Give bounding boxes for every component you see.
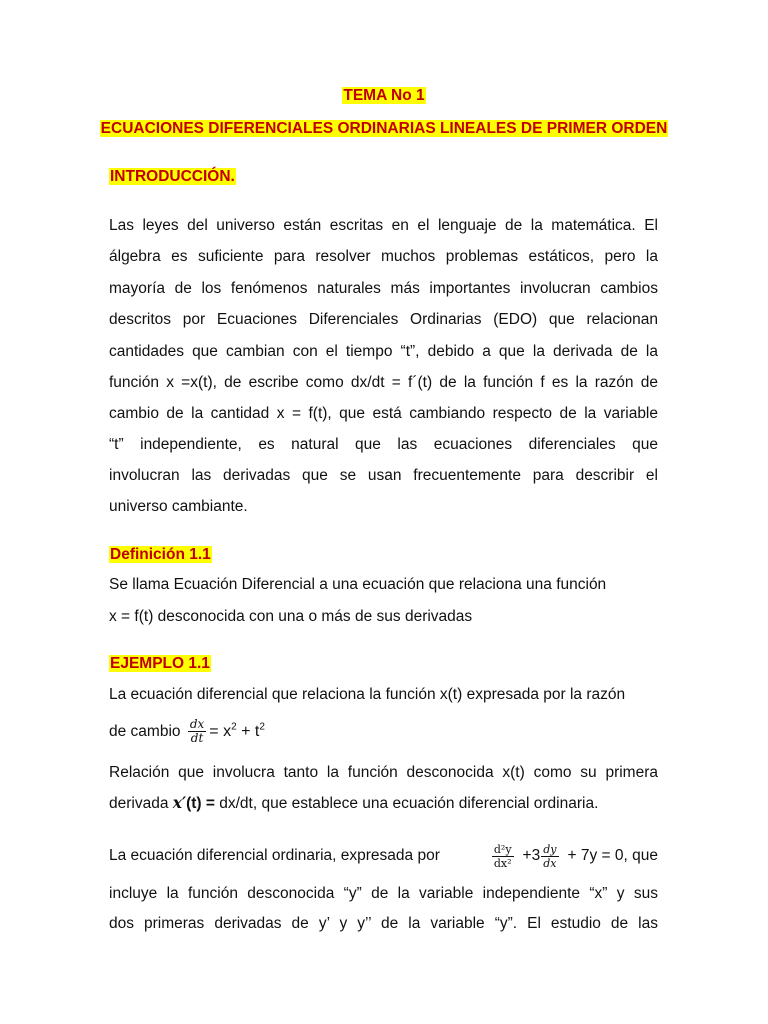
equation-rhs xyxy=(209,723,265,740)
intro-line: involucran las derivadas que se usan frecuentemente para describir el xyxy=(109,467,658,484)
ode-prefix: La ecuación diferencial ordinaria, expresada por xyxy=(109,847,440,864)
document-title-text: ECUACIONES DIFERENCIALES ORDINARIAS LINEALES DE PRIMER ORDEN xyxy=(100,120,668,137)
second-derivative-fraction xyxy=(492,843,514,870)
first-derivative-term xyxy=(523,838,562,874)
dx-dt-fraction xyxy=(188,718,206,745)
intro-line: función x =x(t), de escribe como dx/dt = f´(t) de la función f es la razón de xyxy=(109,374,658,391)
definition-heading-text: Definición 1.1 xyxy=(110,546,211,563)
intro-line: mayoría de los fenómenos naturales más importantes involucran cambios xyxy=(109,280,658,297)
intro-line: cambio de la cantidad x = f(t), que está cambiando respecto de la variable xyxy=(109,405,658,422)
derivative-rest: dx/dt, que establece una ecuación diferencial ordinaria. xyxy=(214,795,599,812)
example-heading-text: EJEMPLO 1.1 xyxy=(110,655,210,672)
exponent: 2 xyxy=(259,721,265,733)
topic-number xyxy=(0,87,768,105)
intro-line: descritos por Ecuaciones Diferenciales Ordinarias (EDO) que relacionan xyxy=(109,311,658,328)
example-line: La ecuación diferencial que relaciona la función x(t) expresada por la razón xyxy=(109,686,626,703)
coefficient: +3 xyxy=(522,847,541,864)
fraction-denominator: dx xyxy=(543,856,557,870)
rhs-t: + t xyxy=(236,723,260,740)
topic-number-text: TEMA No 1 xyxy=(343,87,425,104)
definition-heading xyxy=(109,545,658,565)
intro-line: álgebra es suficiente para resolver muchos problemas estáticos, pero la xyxy=(109,248,658,265)
fraction-denominator: dt xyxy=(190,731,204,746)
example-equation-line xyxy=(109,714,658,750)
fraction-numerator: dy xyxy=(543,842,557,856)
example-ode-line xyxy=(109,838,658,874)
equation-prefix: de cambio xyxy=(109,723,181,740)
intro-line: universo cambiante. xyxy=(109,498,248,515)
intro-line: Las leyes del universo están escritas en el lenguaje de la matemática. El xyxy=(109,217,658,234)
rhs-x: = x xyxy=(209,723,232,740)
exponent: 2 xyxy=(231,721,237,733)
ode-suffix: + 7y = 0, que xyxy=(567,847,658,864)
document-title xyxy=(0,120,768,138)
ode-expression xyxy=(489,838,658,874)
fraction-numerator: d²y xyxy=(493,842,512,856)
derivative-prefix: derivada xyxy=(109,795,173,812)
first-derivative-fraction xyxy=(541,843,558,870)
example-derivative-line xyxy=(109,793,658,814)
derivative-symbol: x′ xyxy=(172,793,187,812)
derivative-bold: (t) = xyxy=(186,795,215,812)
intro-heading-text: INTRODUCCIÓN. xyxy=(110,168,235,185)
example-line: incluye la función desconocida “y” de la variable independiente “x” y sus xyxy=(109,885,658,902)
intro-line: “t” independiente, es natural que las ecuaciones diferenciales que xyxy=(109,436,658,453)
intro-heading xyxy=(109,167,658,187)
fraction-denominator: dx² xyxy=(493,856,512,870)
definition-line: Se llama Ecuación Diferencial a una ecuación que relaciona una función xyxy=(109,576,607,593)
fraction-numerator: dx xyxy=(189,717,205,732)
definition-line: x = f(t) desconocida con una o más de sus derivadas xyxy=(109,608,473,625)
example-heading xyxy=(109,654,658,674)
intro-line: cantidades que cambian con el tiempo “t”, debido a que la derivada de la xyxy=(109,343,658,360)
example-line: Relación que involucra tanto la función desconocida x(t) como su primera xyxy=(109,764,658,781)
example-line: dos primeras derivadas de y’ y y’’ de la variable “y”. El estudio de las xyxy=(109,915,658,932)
